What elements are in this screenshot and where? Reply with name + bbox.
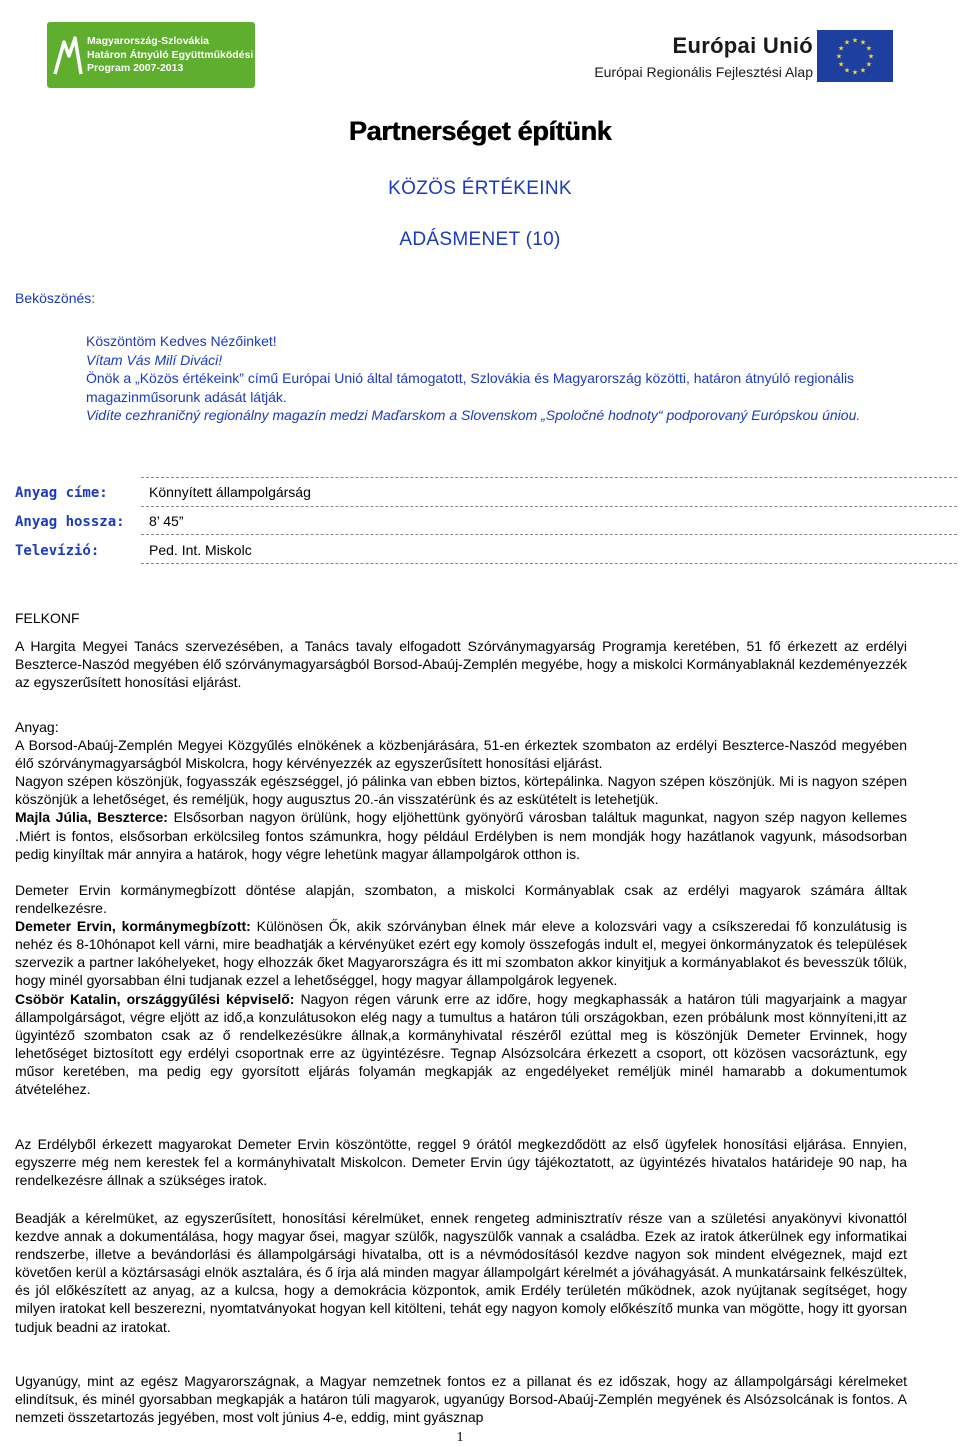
program-subtitle: KÖZÖS ÉRTÉKEINK — [388, 178, 572, 199]
eu-star-icon: ★ — [835, 53, 843, 61]
divider — [141, 477, 957, 478]
divider — [141, 563, 957, 564]
eu-flag-icon — [817, 30, 893, 82]
eu-star-icon: ★ — [867, 53, 875, 61]
eu-title: Európai Unió — [672, 33, 813, 58]
paragraph: Demeter Ervin kormánymegbízott döntése alapján, szombaton, a miskolci Kormányablak csak az erdélyi magyarok számára álltak rendelkezésre. — [15, 882, 907, 917]
program-logo-text: Magyarország-Szlovákia Határon Átnyúló Együttműködési Program 2007-2013 — [87, 35, 254, 74]
eu-subtitle: Európai Regionális Fejlesztési Alap — [594, 64, 813, 80]
anyag-section — [15, 718, 907, 863]
felkonf-text: A Hargita Megyei Tanács szervezésében, a Tanács tavaly elfogadott Szórványmagyarság Programja keretében, 51 fő érkezett az erdélyi Beszterce-Naszód megyében élő szórványmagyarságból Borsod-Abaúj-Zemplén megyébe, hogy a miskolci Kormányablaknál kezdeményezzék az egyszerűsített honosítási eljárást. — [15, 638, 907, 691]
paragraph: Majla Júlia, Beszterce: Elsősorban nagyon örülünk, hogy eljöhettünk gyönyörű városban találtuk magunkat, nagyon szép nagyon kellemes .Miért is fontos, elsősorban erkölcsileg fontos számunkra, hogy például Erdélyben is nem mondják hogy hazátlanok vagyunk, másodsorban pedig kinyíltak már annyira a határok, hogy végre lehetünk magyar állampolgárok otthon is. — [15, 809, 907, 862]
eu-star-icon: ★ — [851, 69, 859, 77]
section-demeter — [15, 881, 907, 1098]
paragraph: Ugyanúgy, mint az egész Magyarországnak, a Magyar nemzetnek fontos ez a pillanat és ez időszak, hogy az állampolgársági kérelmeket elindítsuk, és minél gyorsabban megkapják a határon túli magyarok, ugyanúgy Borsod-Abaúj-Zemplén megyének és Alsózsolcának is fontos. A nemzeti összetartozás jegyében, most volt június 4-e, eddig, mint gyásznap — [15, 1373, 907, 1426]
broadcast-title: ADÁSMENET (10) — [399, 229, 561, 250]
felkonf-label: FELKONF — [15, 610, 80, 626]
speaker-name: Majla Júlia, Beszterce: — [15, 809, 168, 826]
mountain-logo-icon — [53, 28, 83, 82]
eu-star-icon: ★ — [843, 67, 851, 75]
material-length-label: Anyag hossza: — [15, 514, 125, 530]
felkonf-section — [15, 609, 907, 691]
paragraph: Demeter Ervin, kormánymegbízott: Különösen Ők, akik szórványban élnek már eleve a kolozsvári vagy a csíkszeredai fő konzulátusig is nehéz és 8-10hónapot kell várni, mire beadhatják a kérvényüket ezért egy komoly összefogás indult el, megyei önkormányzatok és települések szervezik a partner lakóhelyeket, hogy elhozzák őket Magyarországra és itt mi szombaton akkor kinyitjuk a kormányablakot és bevesszük tőlük, hogy minél gyorsabban élni tudjanak ezzel a lehetőséggel, hogy magyar állampolgárok legyenek. — [15, 918, 907, 989]
paragraph: Nagyon szépen köszönjük, fogyasszák egészséggel, jó pálinka van ebben biztos, körtepálinka. Nagyon szépen köszönjük. Mi is nagyon szépen köszönjük a lehetőséget, és reméljük, hogy augusztus 20.-án visszatérünk és az eskütételt is letehetjük. — [15, 773, 907, 808]
greeting-line: Vidíte cezhraničný regionálny magazín medzi Maďarskom a Slovenskom „Spoločné hodnoty“ podporovaný Európskou úniou. — [86, 407, 861, 423]
eu-star-icon: ★ — [859, 39, 867, 47]
eu-star-icon: ★ — [851, 37, 859, 45]
tv-label: Televízió: — [15, 543, 100, 559]
material-title-label: Anyag címe: — [15, 485, 108, 501]
eu-star-icon: ★ — [865, 61, 872, 69]
greeting-line: Önök a „Közös értékeink” című Európai Unió által támogatott, Szlovákia és Magyarország közötti, határon átnyúló regionális magazinműsorunk adását látják. — [86, 370, 855, 405]
greeting-label: Beköszönés: — [15, 290, 96, 306]
eu-star-icon: ★ — [859, 67, 867, 75]
program-logo — [47, 22, 255, 88]
speaker-name: Csöbör Katalin, országgyűlési képviselő: — [15, 990, 295, 1007]
greeting-text — [86, 332, 916, 425]
anyag-label: Anyag: — [15, 719, 59, 735]
page-number: 1 — [456, 1430, 464, 1445]
paragraph: Beadják a kérelmüket, az egyszerűsített, honosítási kérelmüket, ennek rengeteg adminisztratív része van a születési anyakönyvi kivonattól kezdve annak a dokumentálása, hogy magyar ősei, magyar szülők, nagyszülők vannak a családba. Ezek az iratok átkerülnek egy informatikai rendszerbe, illetve a bevándorlási és állampolgársági hivatalba, ott is a névmódosításól kezdve nagyon sok mindent elvégeznek, majd ezt követően kerül a köztársasági elnök asztalára, és ő írja alá minden magyar állampolgárt kérelmét a jóváhagyását. A munkatársaink felkészültek, és jól előkészített az anyag, az a kulcsa, hogy a demokrácia központok, amik Erdély területén működnek, azok nyújtanak segítséget, hogy milyen iratokat kell beszerezni, nyomtatványokat hogyan kell kitölteni, tehát egy nagyon komoly előkészítő munka van mögötte, hogy itt gyorsan tudjuk beadni az iratokat. — [15, 1210, 907, 1335]
tv-value: Ped. Int. Miskolc — [149, 542, 252, 558]
paragraph: Az Erdélyből érkezett magyarokat Demeter Ervin köszöntötte, reggel 9 órától megkezdődött az első ügyfelek honosítási eljárása. Ennyien, egyszerre még nem kerestek fel a kormányhivatalt Miskolcon. Demeter Ervin úgy tájékoztatott, az ügyintézés hivatalos határideje 90 nap, ha rendelkezésre állnak a szükséges iratok. — [15, 1136, 907, 1189]
eu-star-icon: ★ — [865, 45, 872, 53]
page-title: Partnerséget építünk — [348, 116, 612, 146]
material-title-value: Könnyített állampolgárság — [149, 484, 311, 500]
eu-star-icon: ★ — [838, 45, 845, 53]
greeting-line: Vítam Vás Milí Diváci! — [86, 351, 223, 368]
paragraph: Csöbör Katalin, országgyűlési képviselő: Nagyon régen várunk erre az időre, hogy megkaphassák a határon túli magyarjaink a magyar állampolgárságot, végre eljött az idő,a konzulátusokon elég nagy a tumultus a határon túli országokban, ezen próbálunk most könnyíteni,itt az ügyintéző szombaton csak az ő rendelkezésükre állnak,a kormányhivatal részéről ezúttal meg is köszönjük Demeter Ervinnek, hogy lehetőséget biztosított egy erdélyi csoportnak erre az ügyintézésre. Tegnap Alsózsolcára érkezett a csoport, ott közösen vacsoráztunk, egy műsor keretében, ma pedig egy gyorsított eljárás folyamán megkapják az engedélyeket reméljük minél hamarabb a dokumentumok átvételéhez. — [15, 990, 907, 1098]
eu-star-icon: ★ — [838, 61, 845, 69]
eu-star-icon: ★ — [843, 39, 851, 47]
divider — [141, 506, 957, 507]
speaker-name: Demeter Ervin, kormánymegbízott: — [15, 918, 251, 935]
greeting-line: Köszöntöm Kedves Nézőinket! — [86, 333, 277, 349]
paragraph: A Borsod-Abaúj-Zemplén Megyei Közgyűlés elnökének a közbenjárására, 51-en érkeztek szombaton az erdélyi Beszterce-Naszód megyében élő szórványmagyarságból Miskolcra, hogy kérvényezzék az egyszerűsített honosítási eljárást. — [15, 737, 907, 772]
material-length-value: 8’ 45” — [149, 513, 184, 529]
divider — [141, 534, 957, 535]
